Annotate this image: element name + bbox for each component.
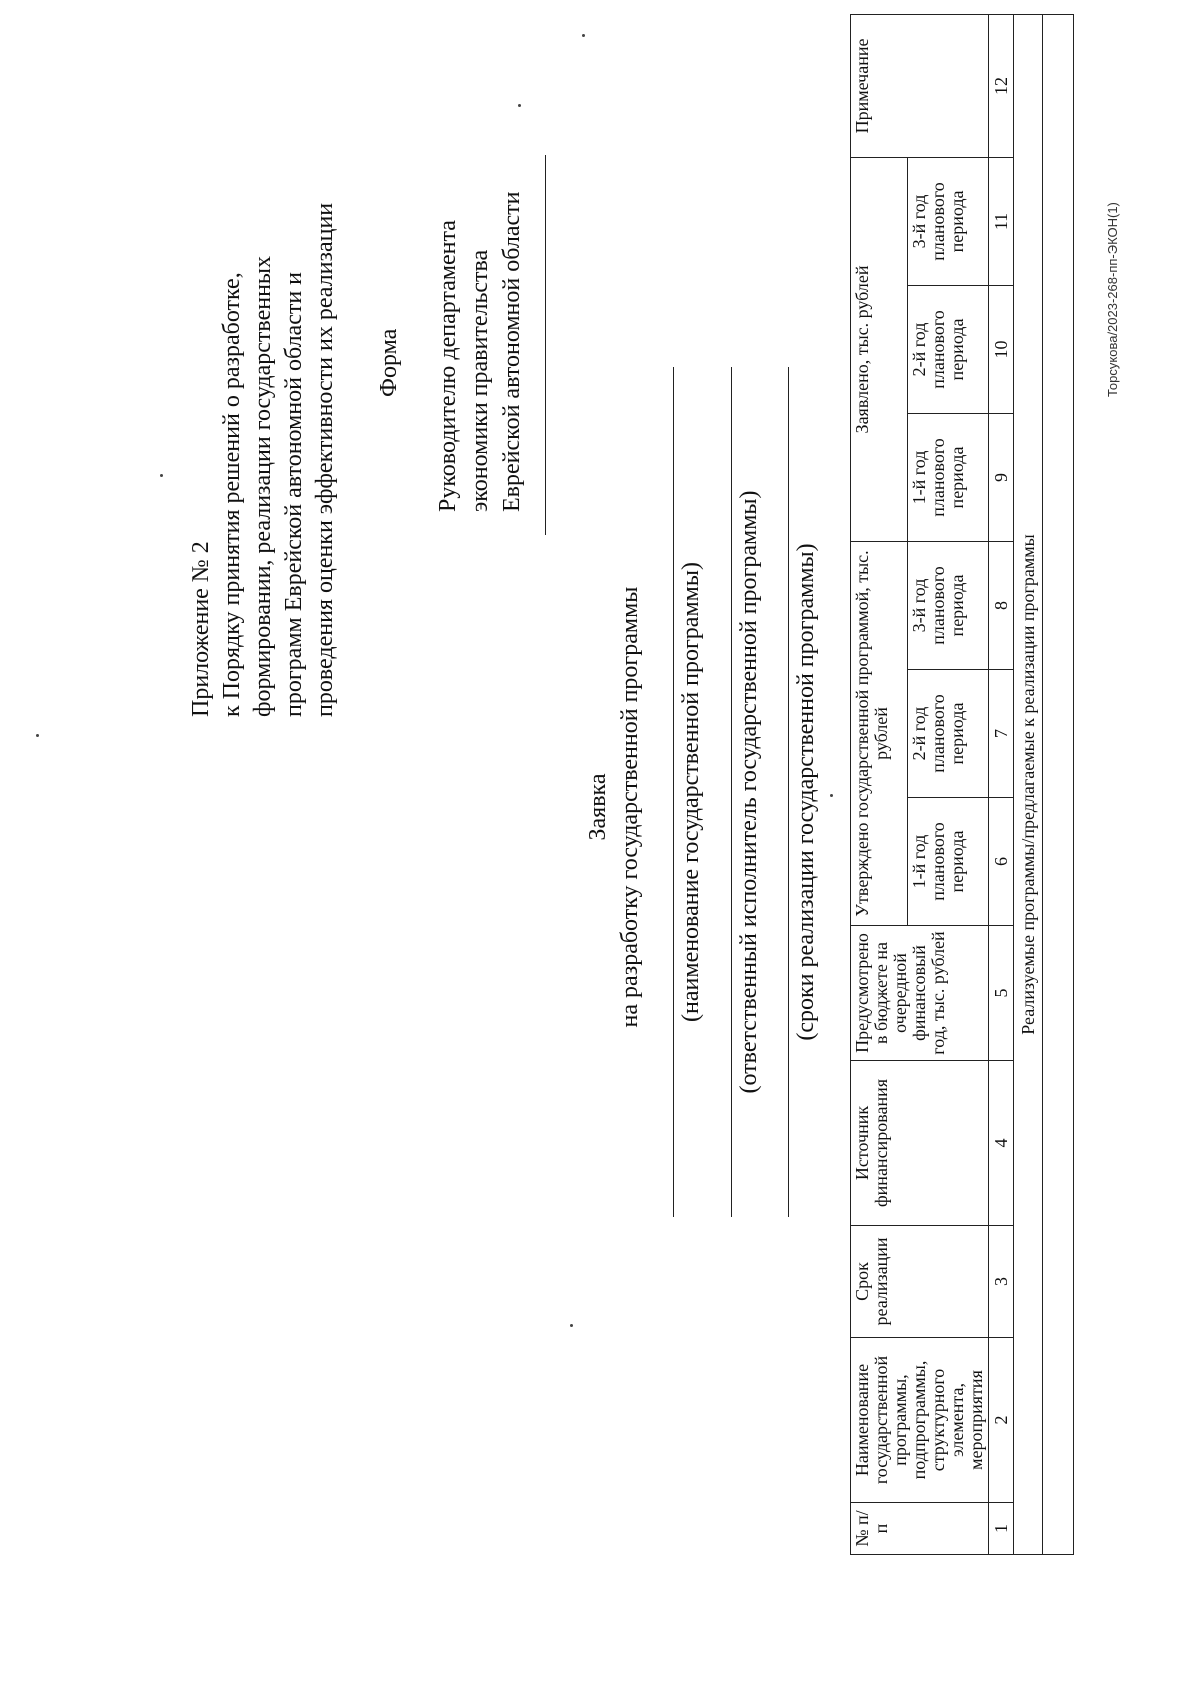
header-term: Срок реализации [851,1226,989,1338]
column-number: 9 [989,413,1014,541]
title-line-2: на разработку государственной программы [617,586,643,1028]
program-name-caption: (наименование государственной программы) [678,562,704,1022]
annex-line: программ Еврейской автономной области и [281,271,307,717]
table-empty-row [1043,14,1074,1554]
column-number: 6 [989,798,1014,926]
executor-caption: (ответственный исполнитель государственной программы) [736,490,762,1094]
header-declared-year3: 3-й год планового периода [907,157,989,285]
scan-speck [160,474,163,477]
column-number: 11 [989,157,1014,285]
header-approved-year2: 2-й год планового периода [907,670,989,798]
header-approved-group: Утверждено государственной программой, тыс. рублей [851,541,908,925]
addressee-signature-line [545,155,546,535]
title-line-1: Заявка [585,773,611,841]
column-number: 1 [989,1503,1014,1555]
table-header-row [851,14,908,1554]
column-number: 3 [989,1226,1014,1338]
column-number: 12 [989,14,1014,157]
annex-line: проведения оценки эффективности их реализации [312,202,338,717]
terms-fill-line [788,367,789,1217]
terms-caption: (сроки реализации государственной программы) [793,543,819,1041]
addressee-line: Еврейской автономной области [499,191,525,512]
column-number: 5 [989,926,1014,1061]
column-number: 10 [989,285,1014,413]
column-number: 8 [989,541,1014,669]
header-note: Примечание [851,14,989,157]
scan-speck [36,734,39,737]
scan-speck [830,794,833,797]
document-title [582,457,646,1157]
annex-line: к Порядку принятия решений о разработке, [219,272,245,717]
empty-cell [1043,14,1074,1554]
header-declared-group: Заявлено, тыс. рублей [851,157,908,541]
header-funding-source: Источник финансирования [851,1061,989,1226]
column-number-row [989,14,1014,1554]
scan-speck [570,1324,573,1327]
annex-heading [186,117,341,717]
document-code: Торсукова/2023-268-пп-ЭКОН(1) [1105,202,1120,397]
executor-fill-line [731,367,732,1217]
header-number: № п/п [851,1503,989,1555]
header-approved-year1: 1-й год планового периода [907,798,989,926]
scan-speck [582,34,585,37]
addressee-line: Руководителю департамента [435,220,461,512]
column-number: 2 [989,1338,1014,1503]
form-label: Форма [376,328,402,397]
annex-line: Приложение № 2 [188,541,214,717]
column-number: 7 [989,670,1014,798]
program-name-fill-line [673,367,674,1217]
header-declared-year2: 2-й год планового периода [907,285,989,413]
header-approved-year3: 3-й год планового периода [907,541,989,669]
addressee-line: экономики правительства [467,249,493,512]
header-declared-year1: 1-й год планового периода [907,413,989,541]
header-name: Наименование государственной программы, подпрограммы, структурного элемента, мероприятия [851,1338,989,1503]
addressee-block [432,132,528,512]
table-section-row [1014,14,1043,1554]
column-number: 4 [989,1061,1014,1226]
annex-line: формировании, реализации государственных [250,255,276,717]
header-budget-planned: Предусмотрено в бюджете на очередной финансовый год, тыс. рублей [851,926,989,1061]
application-table [850,14,1074,1555]
section-title: Реализуемые программы/предлагаемые к реализации программы [1014,14,1043,1554]
scan-speck [518,104,521,107]
